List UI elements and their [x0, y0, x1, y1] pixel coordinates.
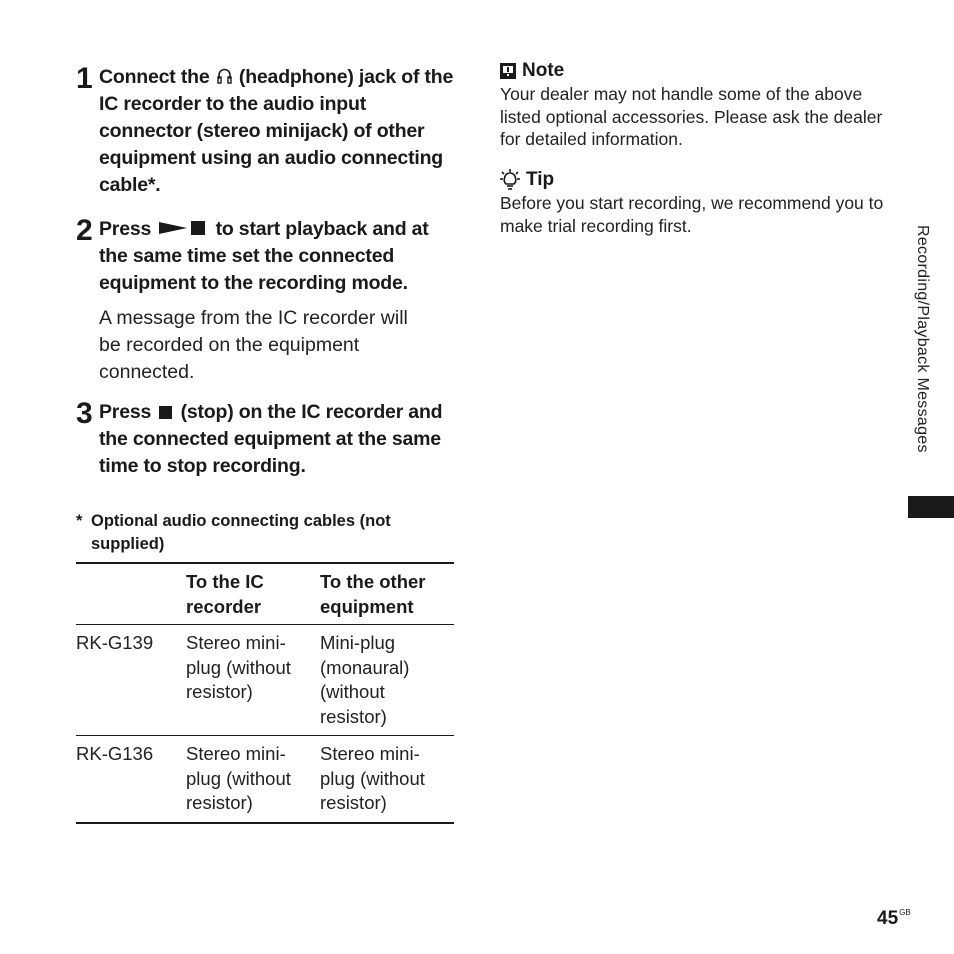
page-number-value: 45: [877, 908, 899, 929]
table-cell: Stereo mini-plug (without resistor): [186, 743, 291, 813]
page-number-suffix: GB: [899, 908, 911, 917]
step-text-before: Press: [99, 401, 152, 423]
note-title: Note: [522, 60, 565, 81]
step-instruction: [99, 64, 456, 199]
step-text-before: Connect the: [99, 66, 210, 88]
note-icon: [500, 63, 516, 79]
table-header-row: [76, 563, 454, 625]
step-description: A message from the IC recorder will be recorded on the equipment connected.: [99, 307, 408, 383]
tip-body: Before you start recording, we recommend you to make trial recording first.: [500, 193, 884, 236]
tip-heading: [500, 168, 890, 192]
step-number: 2: [76, 214, 93, 247]
table-cell: Stereo mini-plug (without resistor): [186, 632, 291, 702]
step-1: [76, 64, 456, 199]
footnote-text: Optional audio connecting cables (not supplied): [91, 512, 391, 553]
table-row: [76, 625, 454, 736]
table-cell: Mini-plug (monaural) (without resistor): [320, 632, 410, 727]
table-row: [76, 736, 454, 823]
footnote-marker: *: [76, 512, 83, 530]
step-text-after: (headphone) jack of the IC recorder to the audio input connector (stereo minijack) of other equipment using an audio connecting cable*.: [99, 66, 454, 196]
stop-icon: [159, 406, 172, 419]
step-number: 3: [76, 397, 93, 430]
play-stop-icon: [159, 220, 207, 236]
footnote: [76, 510, 446, 556]
step-instruction: [99, 399, 456, 480]
step-instruction: [99, 216, 456, 297]
table-cell: Stereo mini-plug (without resistor): [320, 743, 425, 813]
note-section: [500, 59, 890, 151]
note-body: Your dealer may not handle some of the above listed optional accessories. Please ask the dealer for detailed information.: [500, 84, 883, 149]
step-text-after: (stop) on the IC recorder and the connected equipment at the same time to stop recording.: [99, 401, 443, 477]
table-header-cell: To the IC recorder: [186, 571, 264, 617]
headphone-icon: [217, 68, 232, 84]
cables-table: [76, 562, 454, 824]
section-tab-marker: [908, 496, 954, 518]
table-cell: RK-G139: [76, 632, 154, 653]
lightbulb-icon: [500, 169, 520, 191]
step-2: [76, 216, 456, 386]
tip-title: Tip: [526, 169, 555, 190]
step-text-before: Press: [99, 218, 152, 240]
note-heading: [500, 59, 890, 83]
step-number: 1: [76, 62, 93, 95]
table-cell: RK-G136: [76, 743, 154, 764]
table-header-cell: To the other equipment: [320, 571, 426, 617]
page-number: [877, 908, 911, 930]
step-text-after: to start playback and at the same time set the connected equipment to the recording mode.: [99, 218, 429, 294]
tip-section: [500, 168, 890, 237]
table-header-cell: [76, 563, 186, 625]
step-3: [76, 399, 456, 480]
section-tab-label: Recording/Playback Messages: [914, 225, 931, 453]
